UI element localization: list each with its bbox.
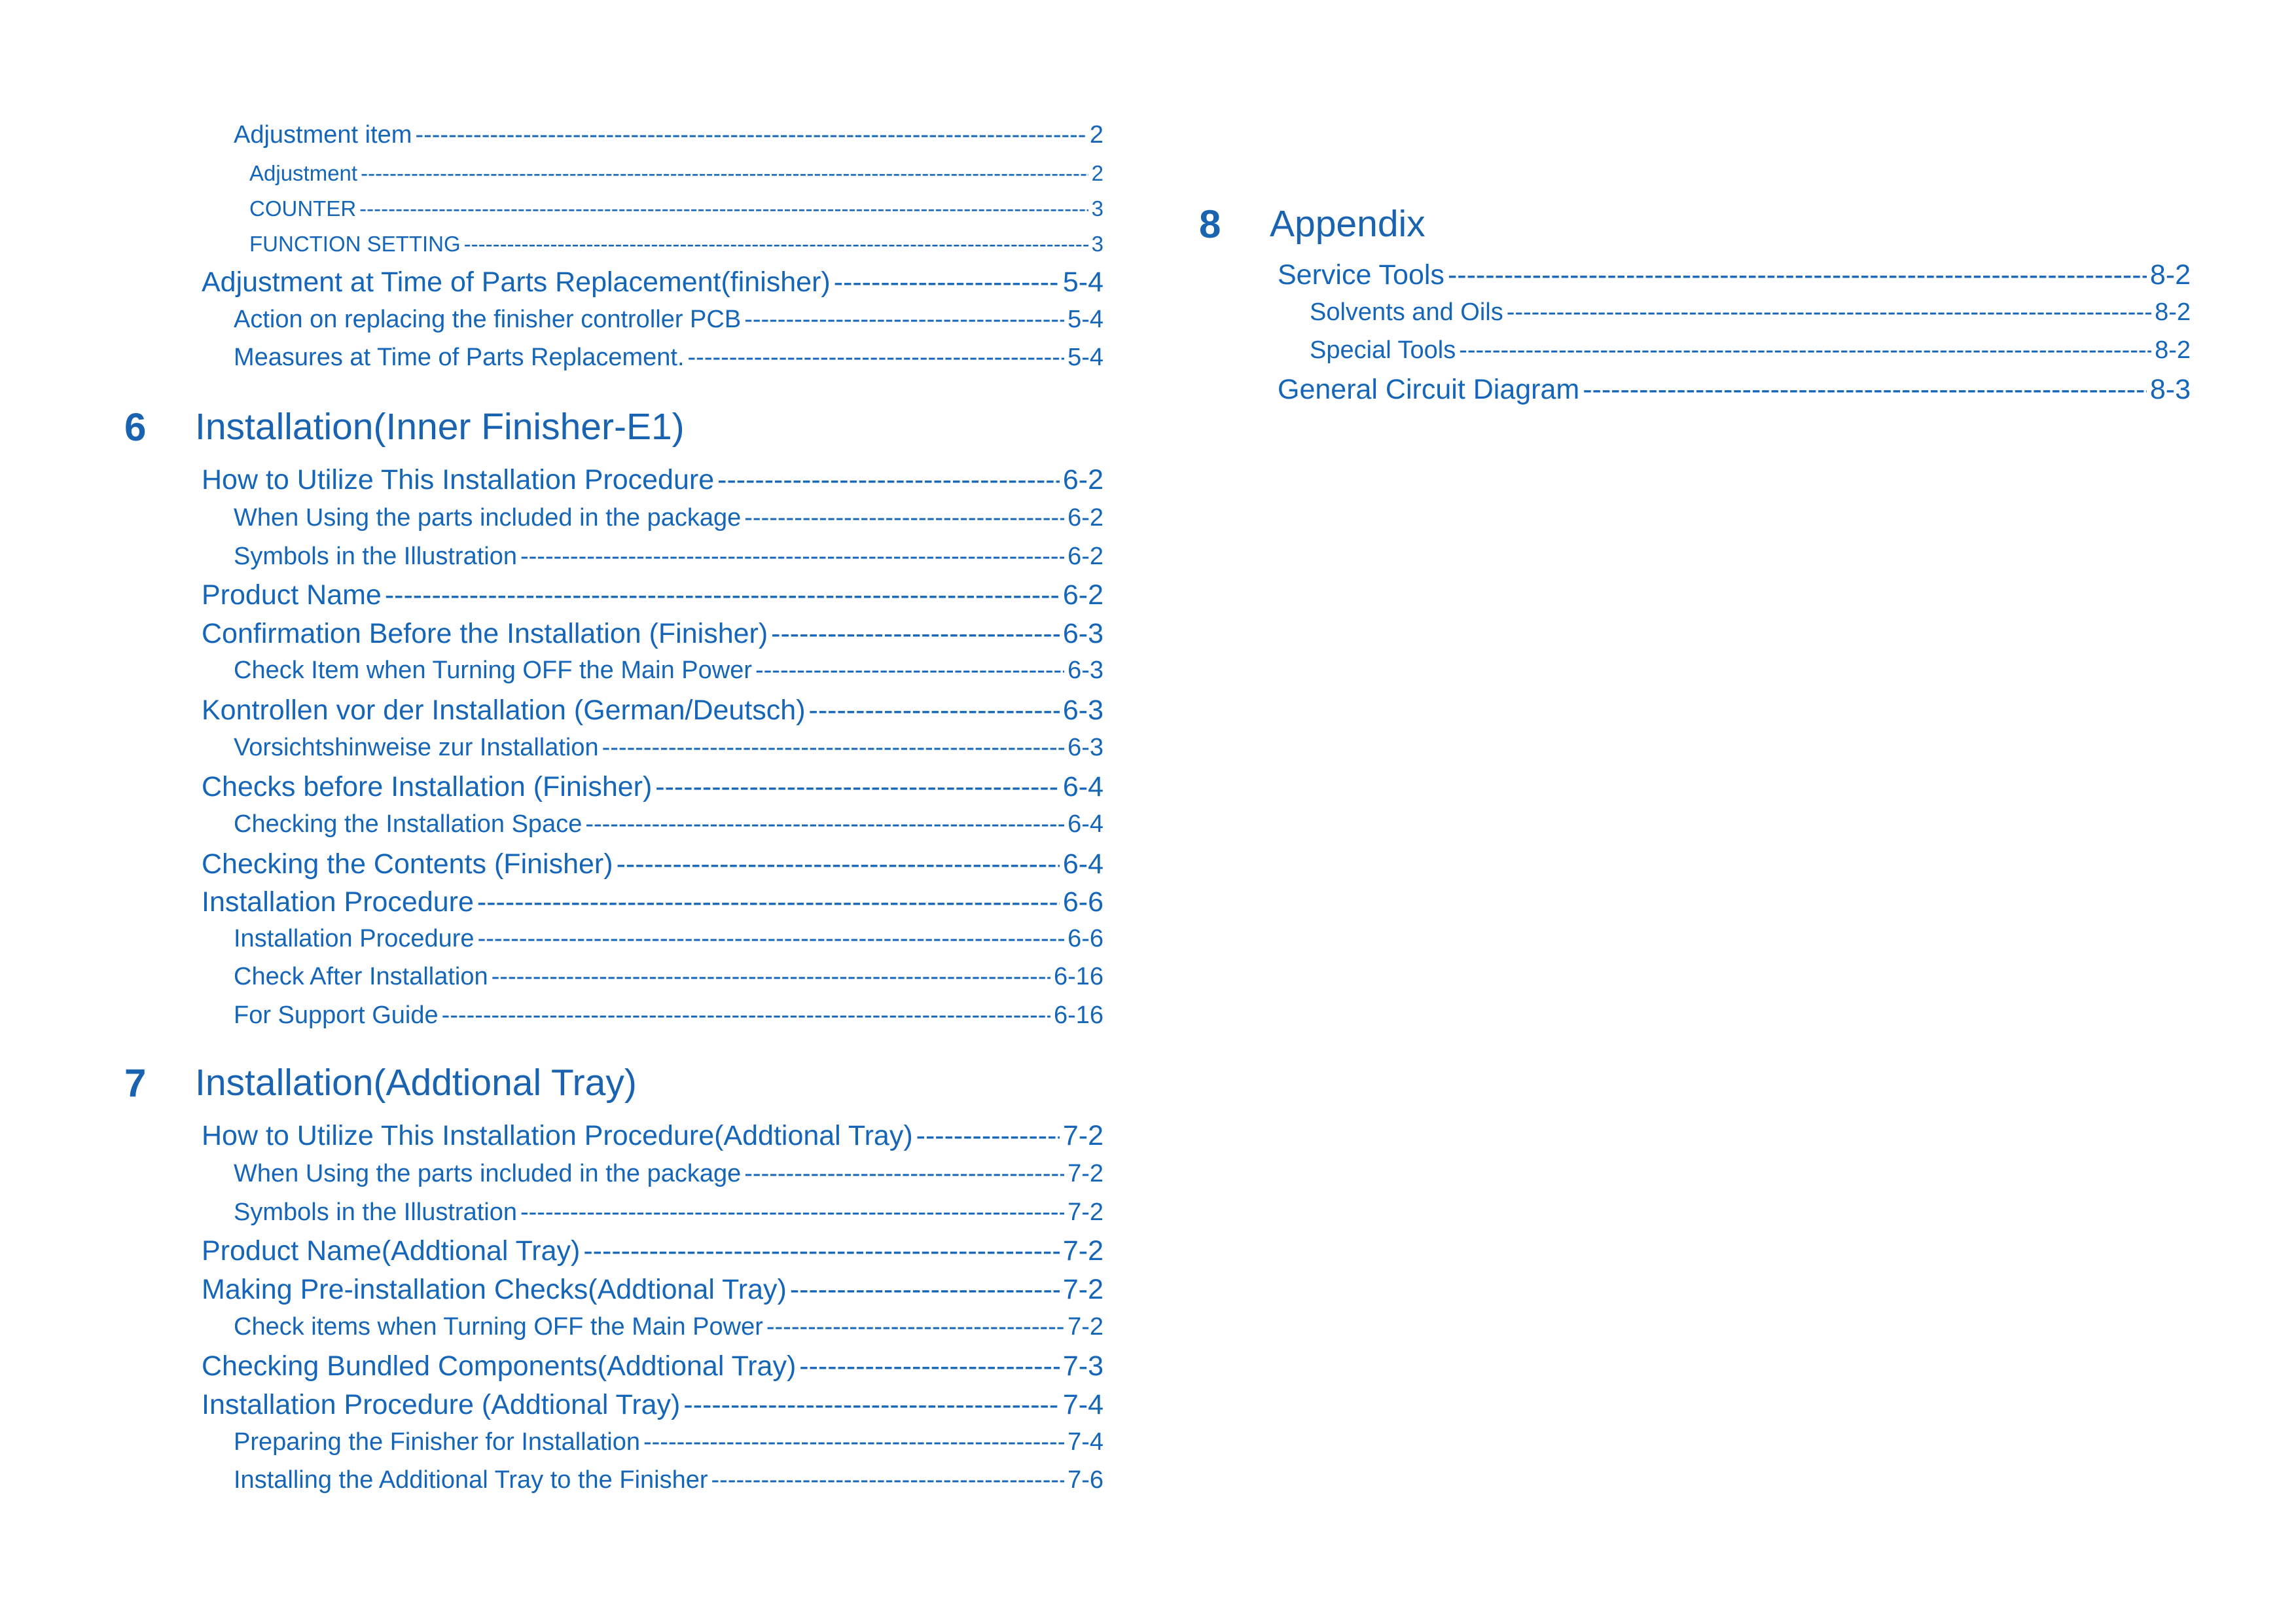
toc-entry-title: Symbols in the Illustration: [234, 543, 517, 570]
toc-entry-title: Product Name: [202, 579, 382, 611]
toc-entry[interactable]: [202, 771, 1103, 803]
toc-entry-title: Special Tools: [1310, 336, 1456, 364]
toc-entry-page: 6-6: [1067, 925, 1103, 952]
toc-entry[interactable]: [234, 1313, 1103, 1341]
toc-leader-dots: [617, 848, 1060, 880]
toc-entry[interactable]: [202, 848, 1103, 880]
toc-entry-page: 7-6: [1067, 1466, 1103, 1494]
toc-leader-dots: [1583, 374, 2147, 406]
toc-leader-dots: [1459, 336, 2151, 365]
toc-entry-adjustment-item[interactable]: [234, 121, 1103, 149]
toc-entry[interactable]: [202, 886, 1103, 918]
toc-entry-page: 7-2: [1062, 1274, 1103, 1305]
toc-entry-title: Service Tools: [1278, 259, 1444, 291]
toc-entry-title: Vorsichtshinweise zur Installation: [234, 734, 599, 761]
toc-entry-title: Installation Procedure (Addtional Tray): [202, 1389, 681, 1420]
toc-entry-page: 7-2: [1062, 1120, 1103, 1151]
toc-entry-title: Solvents and Oils: [1310, 298, 1503, 326]
toc-leader-dots: [1448, 259, 2147, 291]
toc-entry-page: 3: [1091, 196, 1103, 221]
toc-entry[interactable]: [234, 925, 1103, 953]
toc-entry-page: 5-4: [1067, 344, 1103, 371]
toc-leader-dots: [717, 464, 1060, 496]
toc-leader-dots: [442, 1001, 1050, 1030]
toc-entry-page: 5-4: [1062, 266, 1103, 298]
toc-entry-title: Installation Procedure: [202, 886, 474, 918]
toc-entry[interactable]: [234, 543, 1103, 571]
toc-entry-page: 2: [1089, 121, 1103, 149]
toc-entry-title: When Using the parts included in the package: [234, 1160, 742, 1187]
toc-entry-title: When Using the parts included in the package: [234, 504, 742, 532]
toc-entry-title: COUNTER: [249, 196, 357, 221]
toc-leader-dots: [655, 771, 1060, 803]
toc-entry[interactable]: [202, 1350, 1103, 1382]
toc-entry-page: 7-2: [1067, 1313, 1103, 1341]
toc-entry-page: 8-2: [2149, 259, 2191, 291]
toc-entry-title: Product Name(Addtional Tray): [202, 1235, 581, 1267]
toc-entry-page: 7-2: [1067, 1199, 1103, 1226]
toc-leader-dots: [790, 1274, 1060, 1306]
toc-entry-special-tools[interactable]: [1310, 336, 2191, 365]
toc-entry-title: Checks before Installation (Finisher): [202, 771, 653, 803]
toc-entry-title: General Circuit Diagram: [1278, 374, 1580, 405]
toc-entry[interactable]: [202, 618, 1103, 650]
toc-entry-title: Adjustment: [249, 161, 358, 185]
toc-leader-dots: [359, 196, 1088, 221]
toc-entry-title: Symbols in the Illustration: [234, 1199, 517, 1226]
toc-leader-dots: [744, 504, 1064, 532]
toc-entry-counter[interactable]: [249, 196, 1103, 221]
chapter-number: 8: [1199, 202, 1221, 246]
chapter-title: Appendix: [1270, 203, 1426, 245]
toc-entry-page: 8-2: [2155, 298, 2191, 326]
toc-entry[interactable]: [202, 1120, 1103, 1152]
toc-entry-page: 7-4: [1067, 1428, 1103, 1456]
toc-entry[interactable]: [234, 1001, 1103, 1030]
toc-entry-title: Making Pre-installation Checks(Addtional Tray): [202, 1274, 787, 1305]
toc-leader-dots: [415, 121, 1086, 149]
toc-entry-title: Adjustment at Time of Parts Replacement(finisher): [202, 266, 831, 298]
toc-entry-general-circuit-diagram[interactable]: [1278, 374, 2191, 406]
toc-entry-page: 6-2: [1067, 543, 1103, 570]
toc-entry-page: 6-2: [1062, 579, 1103, 611]
toc-entry-title: For Support Guide: [234, 1001, 439, 1029]
toc-leader-dots: [688, 344, 1065, 372]
toc-entry-title: Check Item when Turning OFF the Main Power: [234, 657, 752, 684]
toc-entry-title: Measures at Time of Parts Replacement.: [234, 344, 685, 371]
toc-leader-dots: [585, 810, 1064, 839]
toc-leader-dots: [583, 1235, 1059, 1267]
toc-leader-dots: [834, 266, 1060, 298]
toc-entry-page: 6-16: [1053, 963, 1103, 990]
toc-entry-title: Check After Installation: [234, 963, 488, 990]
toc-entry-title: Action on replacing the finisher controller PCB: [234, 306, 742, 333]
toc-entry-title: Checking Bundled Components(Addtional Tray): [202, 1350, 797, 1382]
toc-entry[interactable]: [234, 1428, 1103, 1456]
chapter-number: 7: [124, 1061, 147, 1105]
toc-entry-page: 6-3: [1067, 657, 1103, 684]
toc-entry[interactable]: [234, 810, 1103, 839]
toc-entry-title: Check items when Turning OFF the Main Power: [234, 1313, 763, 1341]
toc-entry-page: 6-6: [1062, 886, 1103, 918]
toc-leader-dots: [477, 886, 1060, 918]
toc-leader-dots: [385, 579, 1060, 611]
toc-entry[interactable]: [234, 963, 1103, 991]
toc-entry-page: 7-2: [1062, 1235, 1103, 1267]
toc-leader-dots: [916, 1120, 1060, 1152]
toc-entry-title: Kontrollen vor der Installation (German/Deutsch): [202, 695, 806, 726]
toc-entry-page: 3: [1091, 232, 1103, 256]
toc-entry-page: 6-4: [1062, 848, 1103, 880]
toc-entry[interactable]: [234, 1160, 1103, 1188]
toc-leader-dots: [520, 1199, 1064, 1227]
toc-entry-page: 6-3: [1062, 618, 1103, 649]
toc-entry-page: 6-2: [1062, 464, 1103, 496]
toc-entry-service-tools[interactable]: [1278, 259, 2191, 291]
toc-entry-measures-parts-replacement[interactable]: [234, 344, 1103, 372]
toc-entry-adjustment[interactable]: [249, 161, 1103, 186]
toc-leader-dots: [602, 734, 1064, 762]
toc-entry-title: Adjustment item: [234, 121, 412, 149]
toc-entry[interactable]: [234, 734, 1103, 762]
toc-entry-solvents-oils[interactable]: [1310, 298, 2191, 327]
toc-entry[interactable]: [234, 657, 1103, 685]
toc-entry-title: FUNCTION SETTING: [249, 232, 461, 256]
toc-entry-title: How to Utilize This Installation Procedure(Addtional Tray): [202, 1120, 913, 1151]
toc-entry-page: 7-3: [1062, 1350, 1103, 1382]
toc-entry[interactable]: [234, 1466, 1103, 1494]
toc-entry-page: 2: [1091, 161, 1103, 185]
toc-leader-dots: [478, 925, 1065, 953]
toc-entry[interactable]: [234, 504, 1103, 532]
toc-entry-page: 8-3: [2149, 374, 2191, 405]
toc-entry-title: Installing the Additional Tray to the Finisher: [234, 1466, 708, 1494]
toc-entry-action-replacing-pcb[interactable]: [234, 306, 1103, 334]
toc-entry[interactable]: [202, 1235, 1103, 1267]
toc-leader-dots: [492, 963, 1050, 991]
toc-entry-page: 5-4: [1067, 306, 1103, 333]
toc-leader-dots: [744, 1160, 1064, 1188]
toc-entry[interactable]: [202, 695, 1103, 727]
toc-entry-adjustment-parts-replacement[interactable]: [202, 266, 1103, 298]
toc-leader-dots: [799, 1350, 1060, 1382]
toc-leader-dots: [361, 161, 1088, 186]
toc-entry-page: 6-4: [1067, 810, 1103, 838]
toc-leader-dots: [755, 657, 1064, 685]
toc-entry-title: Preparing the Finisher for Installation: [234, 1428, 640, 1456]
toc-entry-title: How to Utilize This Installation Procedure: [202, 464, 715, 496]
toc-entry-page: 6-4: [1062, 771, 1103, 803]
toc-leader-dots: [809, 695, 1060, 727]
chapter-title: Installation(Addtional Tray): [195, 1062, 637, 1104]
toc-leader-dots: [1507, 298, 2151, 327]
toc-entry-page: 6-16: [1053, 1001, 1103, 1029]
toc-entry[interactable]: [202, 579, 1103, 611]
toc-entry-page: 7-4: [1062, 1389, 1103, 1420]
chapter-number: 6: [124, 405, 147, 449]
toc-leader-dots: [520, 543, 1064, 571]
toc-leader-dots: [744, 306, 1064, 334]
chapter-title: Installation(Inner Finisher-E1): [195, 406, 685, 448]
toc-entry[interactable]: [202, 1274, 1103, 1306]
toc-entry[interactable]: [202, 464, 1103, 496]
toc-entry-page: 7-2: [1067, 1160, 1103, 1187]
toc-entry[interactable]: [202, 1389, 1103, 1421]
toc-entry-title: Installation Procedure: [234, 925, 475, 952]
toc-entry-function-setting[interactable]: [249, 232, 1103, 257]
toc-entry-page: 8-2: [2155, 336, 2191, 364]
toc-entry-page: 6-3: [1062, 695, 1103, 726]
toc-entry[interactable]: [234, 1199, 1103, 1227]
toc-leader-dots: [683, 1389, 1059, 1421]
toc-entry-title: Checking the Contents (Finisher): [202, 848, 613, 880]
toc-leader-dots: [464, 232, 1088, 257]
toc-leader-dots: [771, 618, 1060, 650]
toc-leader-dots: [711, 1466, 1065, 1494]
toc-entry-page: 6-3: [1067, 734, 1103, 761]
toc-leader-dots: [643, 1428, 1064, 1456]
toc-leader-dots: [766, 1313, 1064, 1341]
toc-entry-page: 6-2: [1067, 504, 1103, 532]
toc-entry-title: Checking the Installation Space: [234, 810, 583, 838]
toc-entry-title: Confirmation Before the Installation (Finisher): [202, 618, 768, 649]
